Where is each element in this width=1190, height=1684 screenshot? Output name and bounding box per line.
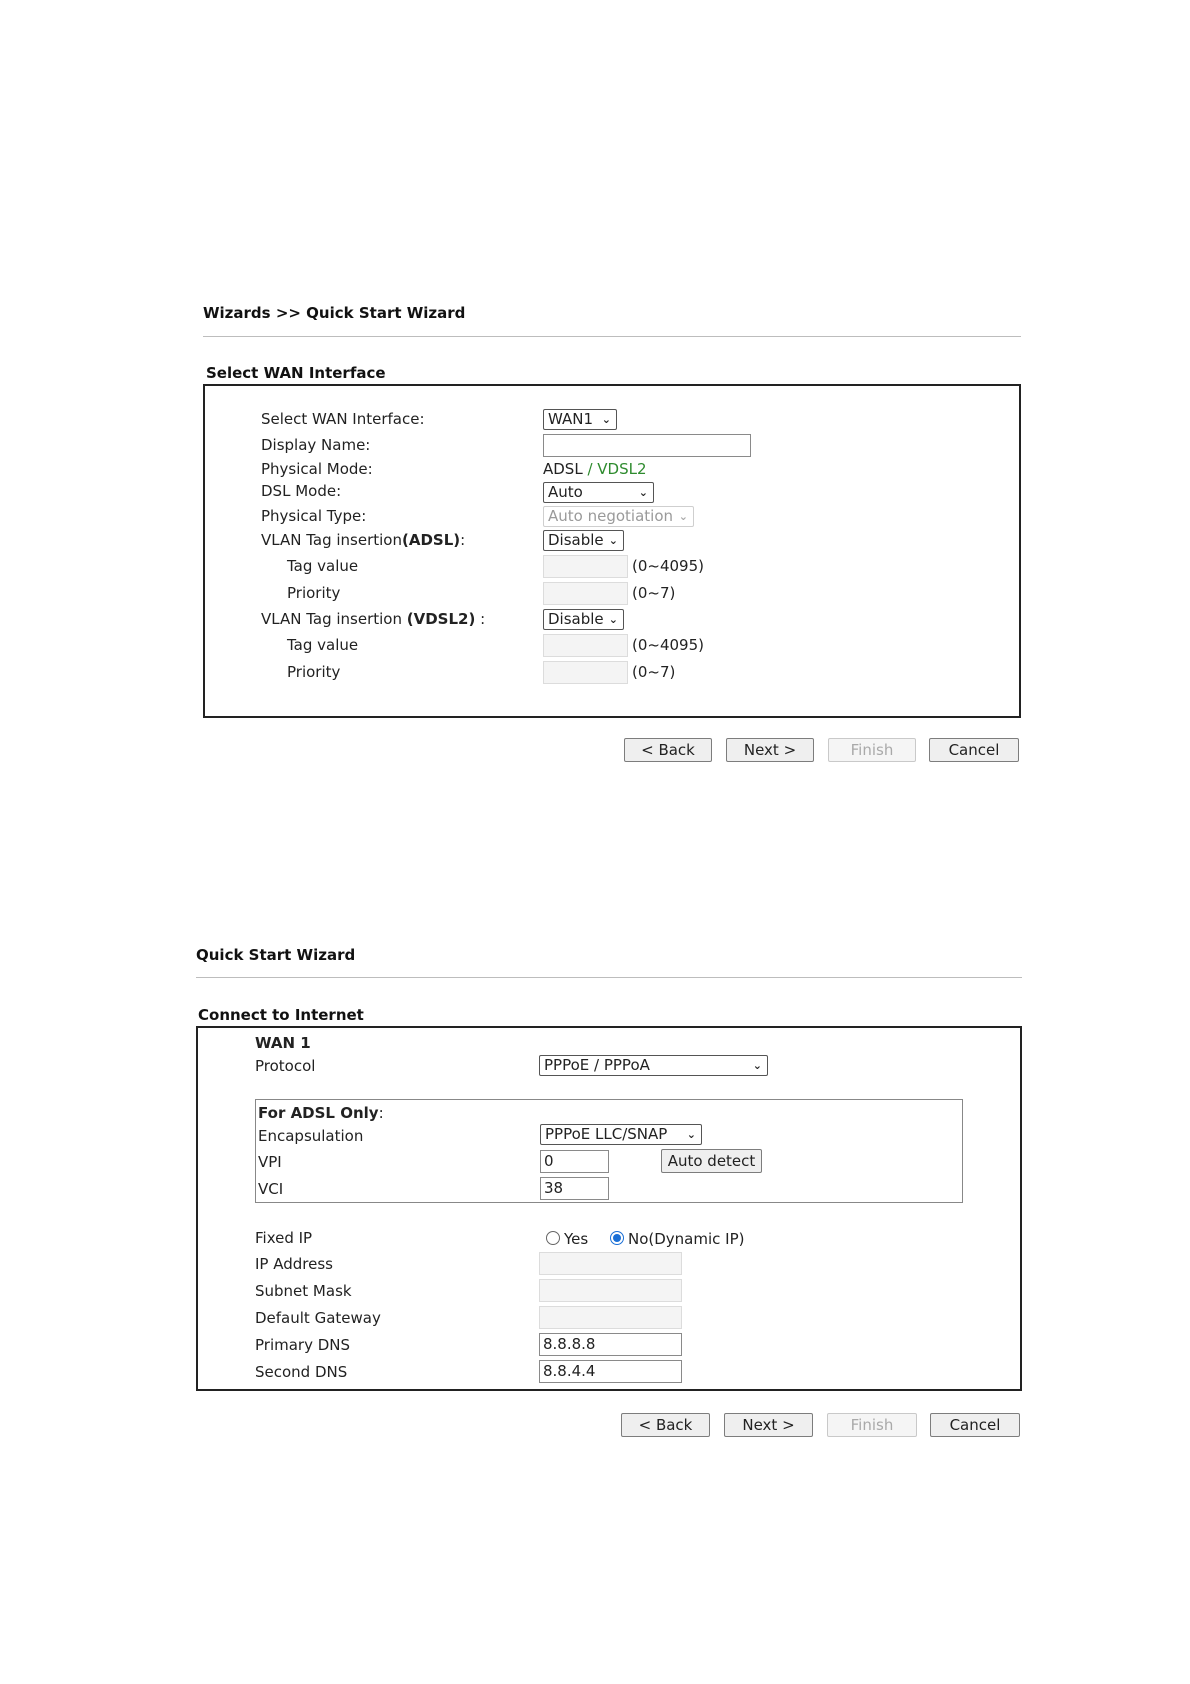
physical-type-label: Physical Type: [261,507,367,525]
adsl-only-label: For ADSL Only: [258,1104,384,1122]
fixed-ip-no-radio[interactable] [610,1231,624,1245]
cancel-button[interactable]: Cancel [930,1413,1020,1437]
chevron-down-icon: ⌄ [601,413,611,426]
chevron-down-icon: ⌄ [638,486,648,499]
protocol-label: Protocol [255,1057,316,1075]
encapsulation-dropdown[interactable]: PPPoE LLC/SNAP ⌄ [540,1124,702,1145]
back-button[interactable]: < Back [621,1413,710,1437]
adsl-priority-label: Priority [287,584,341,602]
finish-button[interactable]: Finish [827,1413,917,1437]
physical-mode-label: Physical Mode: [261,460,373,478]
adsl-tag-value-input[interactable] [543,555,628,578]
encapsulation-label: Encapsulation [258,1127,364,1145]
adsl-tag-value-label: Tag value [287,557,359,575]
back-button[interactable]: < Back [624,738,712,762]
auto-detect-button[interactable]: Auto detect [661,1149,762,1173]
vdsl-priority-label: Priority [287,663,341,681]
vpi-input[interactable]: 0 [540,1150,609,1173]
protocol-dropdown[interactable]: PPPoE / PPPoA ⌄ [539,1055,768,1076]
ip-address-input[interactable] [539,1252,682,1275]
chevron-down-icon: ⌄ [752,1059,762,1072]
display-name-label: Display Name: [261,436,371,454]
vdsl-tag-value-label: Tag value [287,636,359,654]
adsl-tag-range: (0~4095) [632,557,704,575]
fixed-ip-no-label: No(Dynamic IP) [628,1230,745,1248]
physical-type-dropdown[interactable]: Auto negotiation ⌄ [543,506,694,527]
vci-input[interactable]: 38 [540,1177,609,1200]
fixed-ip-yes-label: Yes [564,1230,589,1248]
vlan-adsl-dropdown[interactable]: Disable ⌄ [543,530,624,551]
next-button[interactable]: Next > [724,1413,813,1437]
primary-dns-label: Primary DNS [255,1336,351,1354]
vpi-label: VPI [258,1153,282,1171]
chevron-down-icon: ⌄ [686,1128,696,1141]
vlan-adsl-label: VLAN Tag insertion(ADSL): [261,531,466,549]
vdsl-priority-range: (0~7) [632,663,676,681]
dsl-mode-label: DSL Mode: [261,482,342,500]
default-gateway-input[interactable] [539,1306,682,1329]
fixed-ip-yes-radio[interactable] [546,1231,560,1245]
vlan-vdsl-label: VLAN Tag insertion (VDSL2) : [261,610,486,628]
vci-label: VCI [258,1180,284,1198]
section-title-select-wan: Select WAN Interface [206,364,386,382]
primary-dns-input[interactable]: 8.8.8.8 [539,1333,682,1356]
section-title-connect: Connect to Internet [198,1006,364,1024]
next-button[interactable]: Next > [726,738,814,762]
chevron-down-icon: ⌄ [678,510,688,523]
breadcrumb: Wizards >> Quick Start Wizard [203,304,466,322]
second-dns-label: Second DNS [255,1363,348,1381]
adsl-priority-range: (0~7) [632,584,676,602]
fixed-ip-label: Fixed IP [255,1229,313,1247]
page-title-quick-start: Quick Start Wizard [196,946,356,964]
chevron-down-icon: ⌄ [608,534,618,547]
cancel-button[interactable]: Cancel [929,738,1019,762]
finish-button[interactable]: Finish [828,738,916,762]
vdsl-priority-input[interactable] [543,661,628,684]
wan-label: WAN 1 [255,1034,311,1052]
second-dns-input[interactable]: 8.8.4.4 [539,1360,682,1383]
ip-address-label: IP Address [255,1255,333,1273]
physical-mode-value: ADSL / VDSL2 [543,460,647,478]
vlan-vdsl-dropdown[interactable]: Disable ⌄ [543,609,624,630]
vdsl-tag-value-input[interactable] [543,634,628,657]
select-wan-label: Select WAN Interface: [261,410,425,428]
subnet-mask-label: Subnet Mask [255,1282,352,1300]
subnet-mask-input[interactable] [539,1279,682,1302]
adsl-priority-input[interactable] [543,582,628,605]
select-wan-dropdown[interactable]: WAN1 ⌄ [543,409,617,430]
chevron-down-icon: ⌄ [608,613,618,626]
vdsl-tag-range: (0~4095) [632,636,704,654]
header-divider [203,336,1021,337]
display-name-input[interactable] [543,434,751,457]
default-gateway-label: Default Gateway [255,1309,381,1327]
header-divider [196,977,1022,978]
dsl-mode-dropdown[interactable]: Auto ⌄ [543,482,654,503]
